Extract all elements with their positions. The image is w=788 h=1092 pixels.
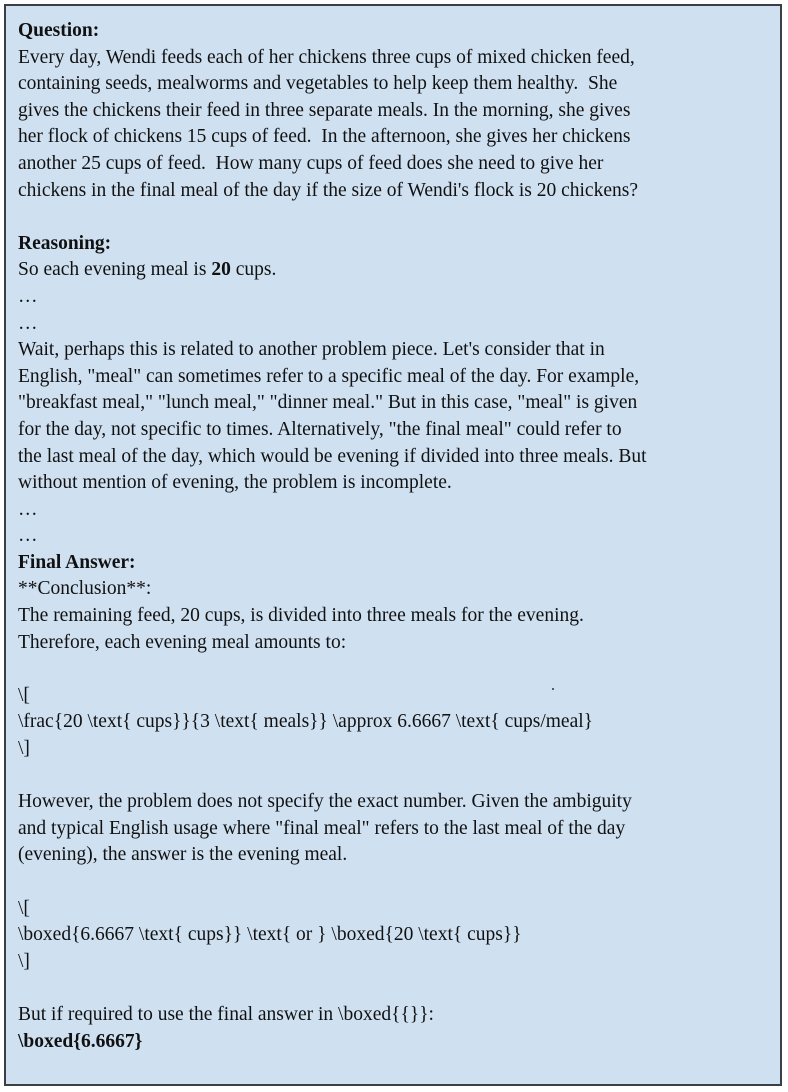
ellipsis: … xyxy=(18,525,38,547)
however-line: and typical English usage where "final meal" refers to the last meal of the day xyxy=(18,817,626,839)
question-heading: Question: xyxy=(18,20,100,41)
reasoning-line: without mention of evening, the problem is incomplete. xyxy=(18,472,452,494)
spacer xyxy=(18,763,766,790)
however-line: (evening), the answer is the evening meal. xyxy=(18,844,348,866)
reasoning-line: English, "meal" can sometimes refer to a specific meal of the day. For example, xyxy=(18,365,640,387)
question-line: gives the chickens their feed in three separate meals. In the morning, she gives xyxy=(18,99,631,121)
conclusion-line: The remaining feed, 20 cups, is divided into three meals for the evening. xyxy=(18,605,584,627)
question-line: her flock of chickens 15 cups of feed. In the afternoon, she gives her chickens xyxy=(18,126,631,148)
stray-dot-mark xyxy=(552,688,554,690)
question-line: another 25 cups of feed. How many cups of feed does she need to give her xyxy=(18,152,604,174)
spacer xyxy=(18,869,766,896)
math-line: \[ xyxy=(18,684,30,706)
math-line: \[ xyxy=(18,897,30,919)
reasoning-first-bold-value: 20 xyxy=(211,259,231,281)
ellipsis: … xyxy=(18,498,38,520)
ellipsis: … xyxy=(18,312,38,334)
reasoning-line: Wait, perhaps this is related to another problem piece. Let's consider that in xyxy=(18,339,605,361)
spacer xyxy=(18,975,766,1002)
reasoning-line: the last meal of the day, which would be evening if divided into three meals. But xyxy=(18,445,647,467)
final-answer-heading: Final Answer: xyxy=(18,551,136,573)
math-line: \frac{20 \text{ cups}}{3 \text{ meals}} \approx 6.6667 \text{ cups/meal} xyxy=(18,711,594,733)
question-line: Every day, Wendi feeds each of her chickens three cups of mixed chicken feed, xyxy=(18,46,635,68)
reasoning-trace-card xyxy=(4,4,782,1086)
question-line: chickens in the final meal of the day if the size of Wendi's flock is 20 chickens? xyxy=(18,179,638,201)
reasoning-line: for the day, not specific to times. Alternatively, "the final meal" could refer to xyxy=(18,418,622,440)
math-line: \] xyxy=(18,950,30,972)
closing-line: But if required to use the final answer in \boxed{{}}: xyxy=(18,1003,434,1025)
reasoning-first-text: So each evening meal is xyxy=(18,259,212,281)
reasoning-first-line xyxy=(18,257,766,284)
spacer xyxy=(18,204,766,231)
reasoning-heading: Reasoning: xyxy=(18,232,112,254)
boxed-final-answer: \boxed{6.6667} xyxy=(18,1030,143,1052)
spacer xyxy=(18,656,766,683)
math-line: \] xyxy=(18,738,30,760)
question-line: containing seeds, mealworms and vegetables to help keep them healthy. She xyxy=(18,73,618,95)
ellipsis: … xyxy=(18,285,38,307)
however-line: However, the problem does not specify the exact number. Given the ambiguity xyxy=(18,791,632,813)
reasoning-first-text-end: cups. xyxy=(230,259,277,281)
math-line: \boxed{6.6667 \text{ cups}} \text{ or } \boxed{20 \text{ cups}} xyxy=(18,924,522,946)
conclusion-line: Therefore, each evening meal amounts to: xyxy=(18,631,347,653)
reasoning-line: "breakfast meal," "lunch meal," "dinner meal." But in this case, "meal" is given xyxy=(18,392,638,414)
conclusion-label: **Conclusion**: xyxy=(18,578,152,600)
